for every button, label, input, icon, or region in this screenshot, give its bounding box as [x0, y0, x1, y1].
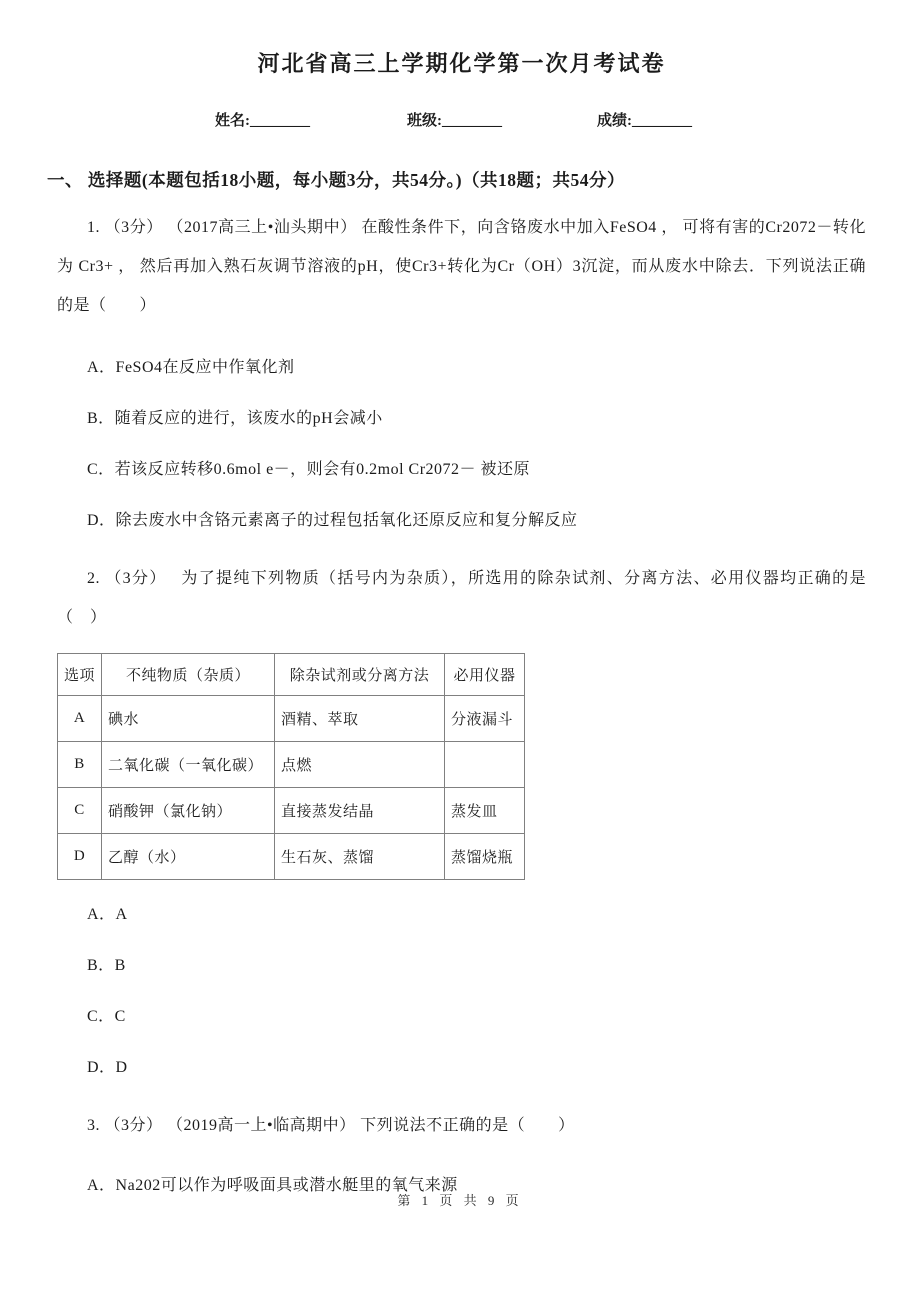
table-cell-option: D: [58, 833, 102, 879]
score-blank-field: 成绩:________: [597, 112, 692, 129]
table-row: [58, 833, 525, 879]
table-header-method: 除杂试剂或分离方法: [275, 653, 445, 695]
table-header-option: 选项: [58, 653, 102, 695]
question-1-option-d: D．除去废水中含铬元素离子的过程包括氧化还原反应和复分解反应: [87, 511, 578, 529]
purification-table: [57, 653, 525, 880]
table-cell-substance: 碘水: [102, 695, 275, 741]
table-header-row: [58, 653, 525, 695]
question-2-option-b: B．B: [87, 956, 126, 974]
table-cell-method: 生石灰、蒸馏: [275, 833, 445, 879]
table-cell-substance: 硝酸钾（氯化钠）: [102, 787, 275, 833]
question-2-option-a: A．A: [87, 905, 128, 923]
section-heading: 一、 选择题(本题包括18小题，每小题3分，共54分。)（共18题；共54分）: [47, 169, 626, 190]
question-1-stem: 1. （3分） （2017高三上•汕头期中） 在酸性条件下，向含铬废水中加入FeSO4 ， 可将有害的Cr2072－转化为 Cr3+ ， 然后再加入熟石灰调节溶液的pH，使Cr3+转化为Cr（OH）3沉淀，而从废水中除去．下列说法正确的是（ ）: [57, 218, 866, 314]
name-blank-field: 姓名:________: [215, 112, 310, 129]
question-2-option-d: D．D: [87, 1058, 128, 1076]
question-3-option-a: A．Na202可以作为呼吸面具或潜水艇里的氧气来源: [87, 1176, 458, 1194]
page-title: 河北省高三上学期化学第一次月考试卷: [257, 51, 666, 76]
question-3-stem: 3. （3分） （2019高一上•临高期中） 下列说法不正确的是（ ）: [87, 1116, 575, 1134]
student-info-row: [57, 109, 866, 133]
table-cell-method: 点燃: [275, 741, 445, 787]
table-header-substance: 不纯物质（杂质）: [102, 653, 275, 695]
question-1-option-b: B．随着反应的进行，该废水的pH会减小: [87, 409, 383, 427]
table-cell-instrument: 分液漏斗: [445, 695, 525, 741]
table-cell-instrument: 蒸发皿: [445, 787, 525, 833]
table-cell-substance: 二氧化碳（一氧化碳）: [102, 741, 275, 787]
table-cell-substance: 乙醇（水）: [102, 833, 275, 879]
question-1-option-c: C．若该反应转移0.6mol e－，则会有0.2mol Cr2072－ 被还原: [87, 460, 531, 478]
question-2-option-c: C．C: [87, 1007, 126, 1025]
table-header-instrument: 必用仪器: [445, 653, 525, 695]
page-number-footer: 第 1 页 共 9 页: [397, 1193, 523, 1208]
table-cell-option: B: [58, 741, 102, 787]
table-cell-method: 直接蒸发结晶: [275, 787, 445, 833]
class-blank-field: 班级:________: [407, 112, 502, 129]
table-cell-instrument: [445, 741, 525, 787]
table-cell-instrument: 蒸馏烧瓶: [445, 833, 525, 879]
table-row: [58, 741, 525, 787]
question-2-stem: 2. （3分） 为了提纯下列物质（括号内为杂质），所选用的除杂试剂、分离方法、必用仪器均正确的是（ ）: [57, 569, 866, 626]
table-cell-option: A: [58, 695, 102, 741]
table-cell-option: C: [58, 787, 102, 833]
question-1-option-a: A．FeSO4在反应中作氧化剂: [87, 358, 295, 376]
table-row: [58, 787, 525, 833]
table-row: [58, 695, 525, 741]
table-cell-method: 酒精、萃取: [275, 695, 445, 741]
